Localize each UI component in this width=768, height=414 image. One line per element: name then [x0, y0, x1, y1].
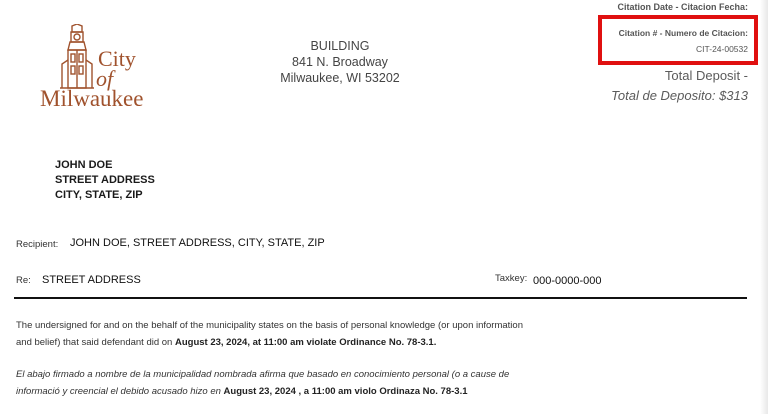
building-street: 841 N. Broadway [292, 55, 388, 69]
addressee-block [55, 158, 155, 203]
citation-number-value: CIT-24-00532 [696, 44, 748, 54]
statement-english [16, 317, 756, 351]
recipient-value: JOHN DOE, STREET ADDRESS, CITY, STATE, ZIP [70, 237, 325, 249]
addressee-name: JOHN DOE [55, 159, 113, 171]
statement-english-line2 [16, 334, 756, 351]
building-address [260, 38, 420, 86]
total-deposit-spanish: Total de Deposito: $313 [611, 88, 748, 103]
citation-number-label: Citation # - Numero de Citacion: [618, 28, 748, 38]
total-deposit-label: Total Deposit - [664, 68, 748, 83]
city-of-milwaukee-logo [40, 22, 160, 114]
building-city: Milwaukee, WI 53202 [280, 71, 400, 85]
taxkey-label: Taxkey: [495, 273, 528, 284]
logo-milwaukee-text: Milwaukee [40, 86, 144, 111]
logo-city-text: City [98, 46, 136, 71]
violation-date-time: August 23, 2024, at 11:00 am violate Ordinance No. 78-3.1. [174, 337, 437, 348]
statement-spanish [16, 366, 756, 400]
page-edge-shadow [760, 0, 768, 414]
re-value: STREET ADDRESS [42, 274, 141, 286]
addressee-street: STREET ADDRESS [55, 174, 155, 186]
section-divider [14, 297, 747, 299]
statement-spanish-line2 [16, 383, 756, 400]
citation-number-highlight [598, 15, 758, 65]
statement-english-line1: The undersigned for and on the behalf of the municipality states on the basis of personal knowledge (or upon information [16, 320, 523, 331]
statement-spanish-line1: El abajo firmado a nombre de la municipalidad nombrada afirma que basado en conocimiento personal (o a cause de [16, 369, 510, 380]
building-name: BUILDING [310, 39, 370, 53]
violation-date-spanish: August 23, 2024 [223, 386, 296, 397]
citation-date-label: Citation Date - Citacion Fecha: [617, 2, 748, 12]
statement-english-line2-text: and belief) that said defendant did on [16, 337, 175, 348]
taxkey-value: 000-0000-000 [533, 275, 602, 287]
city-hall-tower-icon [60, 24, 94, 90]
addressee-city: CITY, STATE, ZIP [55, 189, 143, 201]
recipient-label: Recipient: [16, 239, 59, 250]
violation-ordinance-spanish: violo Ordinaza No. 78-3.1 [354, 386, 468, 397]
statement-spanish-line2-text: informació y creencial el debido acusado hizo en [16, 386, 224, 397]
logo-of-text: of [96, 66, 114, 91]
re-label: Re: [16, 275, 31, 286]
violation-time-spanish: , a 11:00 am [295, 386, 355, 397]
